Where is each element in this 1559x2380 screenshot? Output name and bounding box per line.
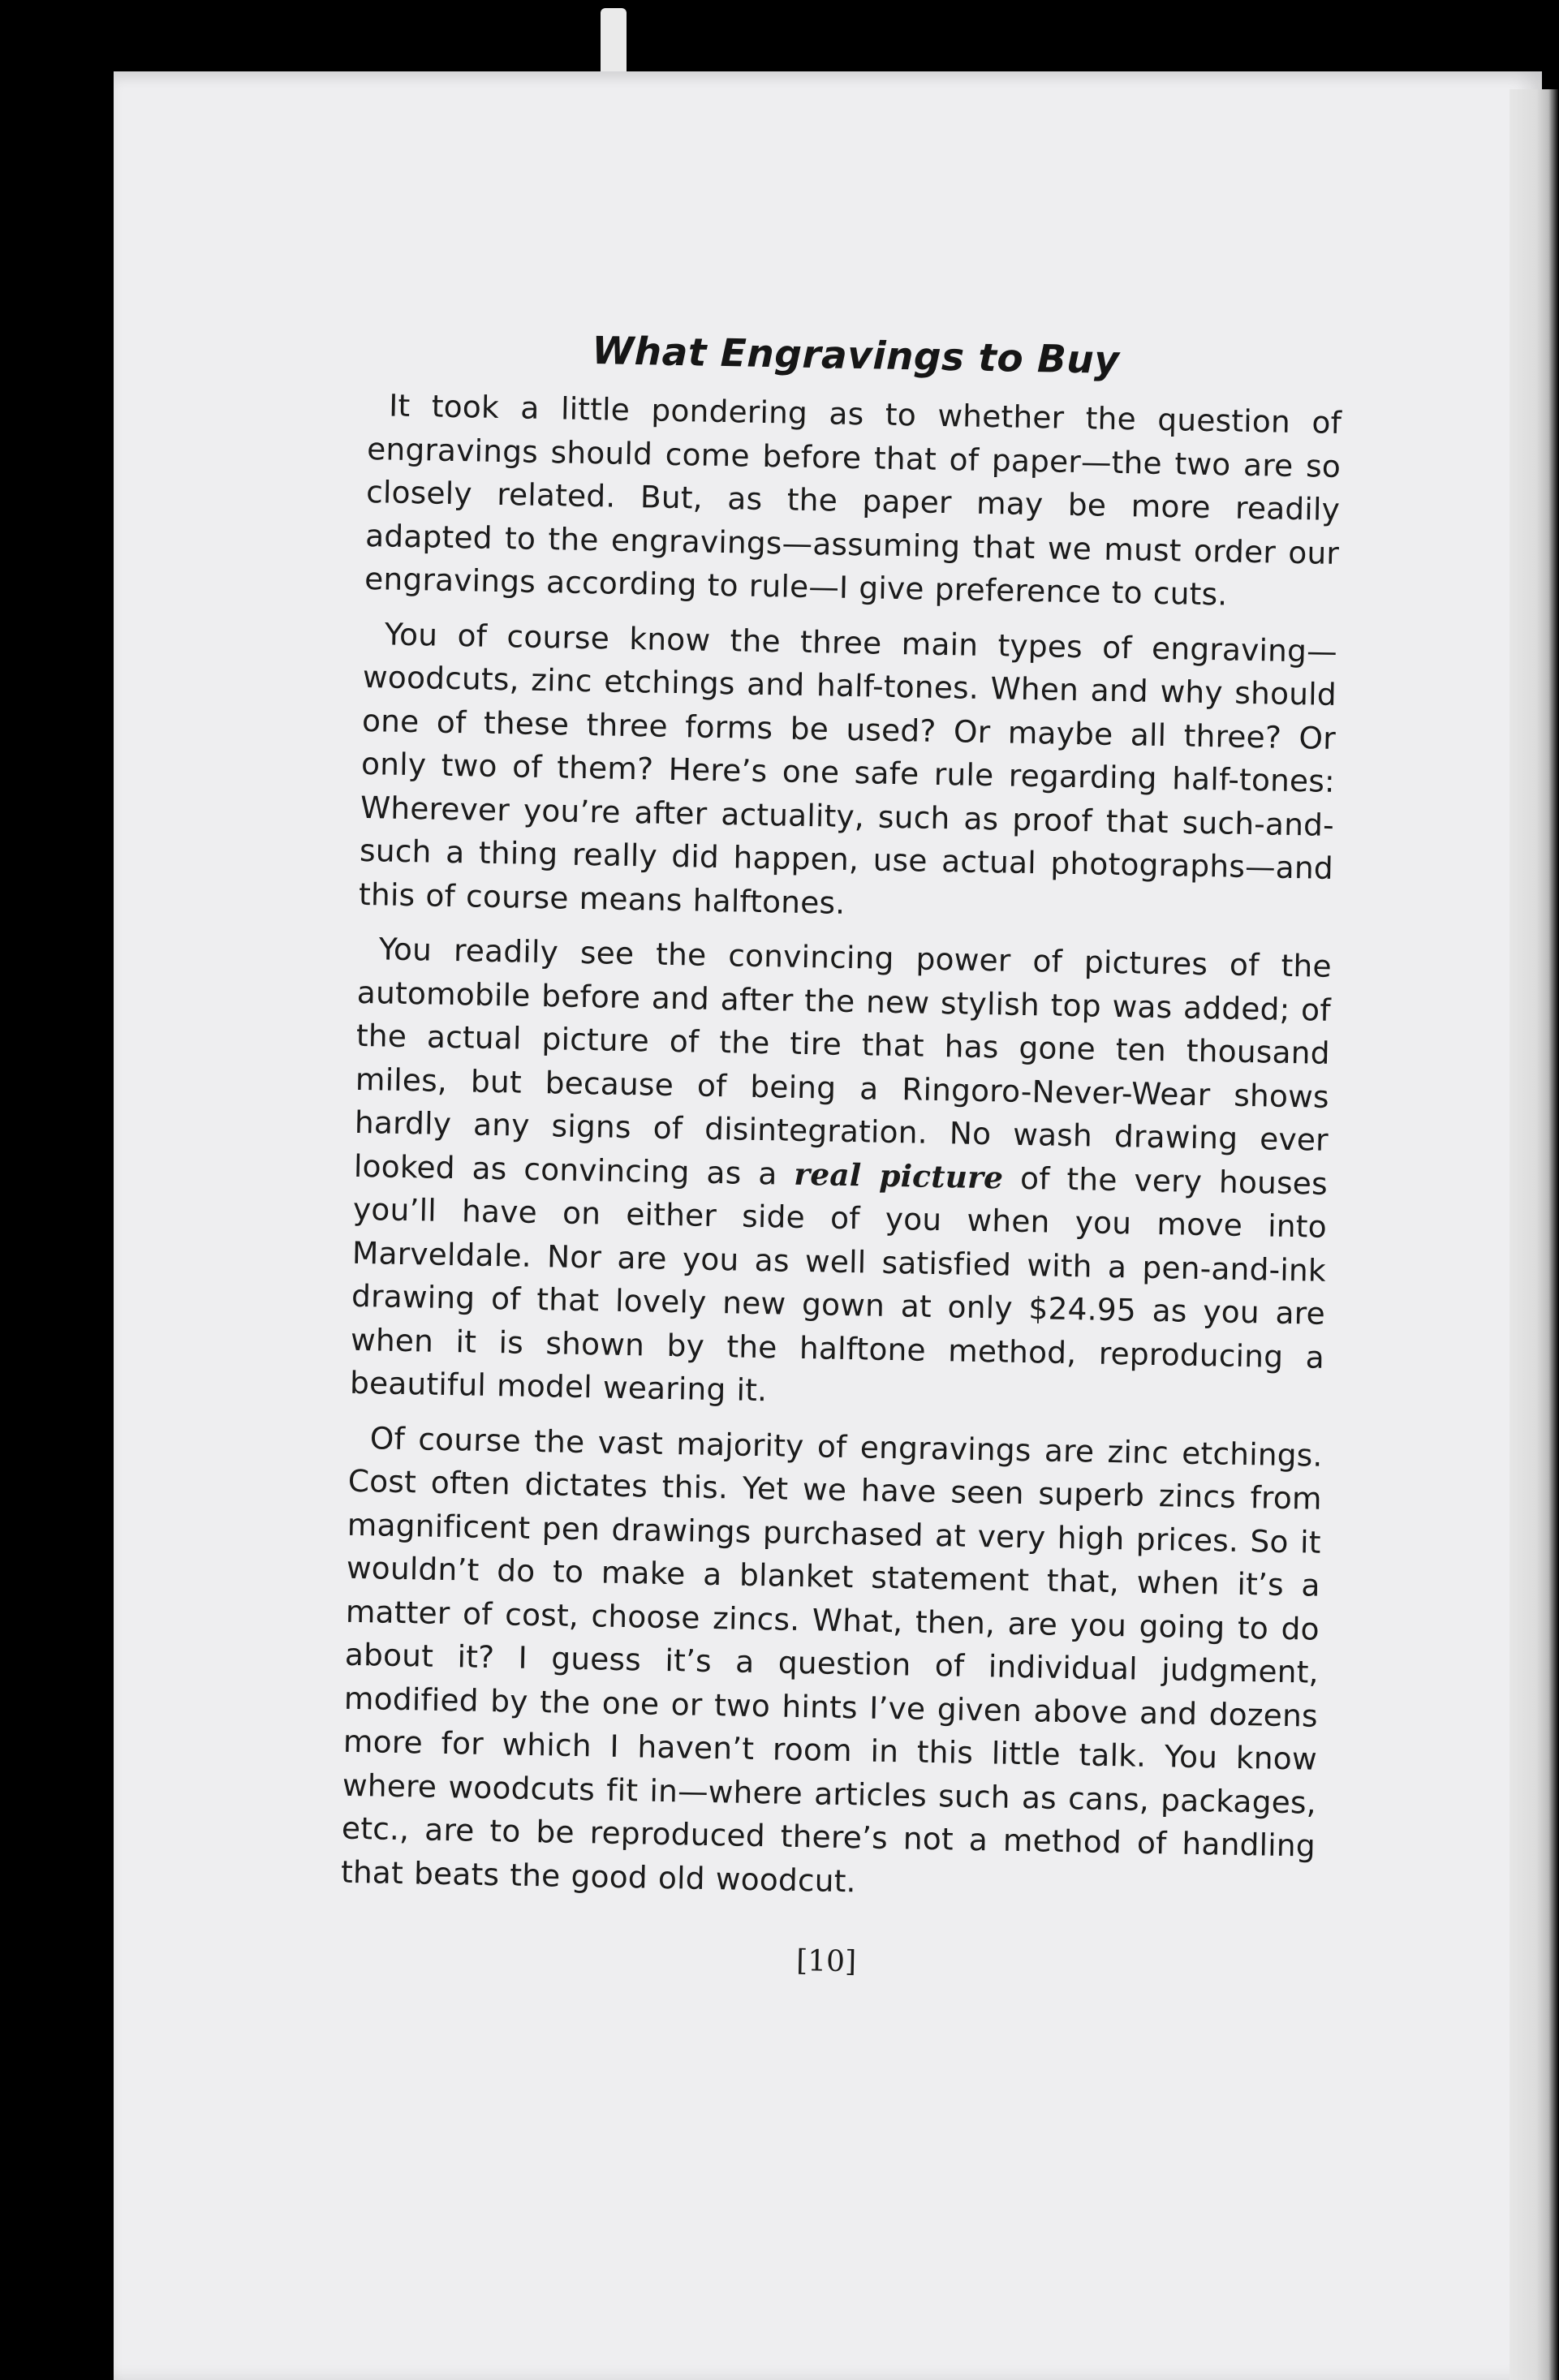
paragraph-text: You readily see the convincing power of pictures of the automobile before and after the new stylish top was added; of the actual picture of the tire that has gone ten thousand miles, but because of being a Ringoro-Never-Wear shows hardly any signs of disintegration. No wash drawing ever looked as convincing as a — [353, 931, 1333, 1192]
paragraph-text: Of course the vast majority of engravings are zinc etchings. Cost often dictates this. Yet we have seen superb zincs from magnificent pen drawings purchased at very high prices. So it wouldn’t do to make a blanket statement that, when it’s a matter of cost, choose zincs. What, then, are you going to do about it? I guess it’s a question of individual judgment, modified by the one or two hints I’ve given above and dozens more for which I haven’t room in this little talk. You know where woodcuts fit in—where articles such as cans, packages, etc., are to be reproduced there’s not a method of handling that beats the good old woodcut. — [340, 1419, 1324, 1899]
paragraph-text: It took a little pondering as to whether the question of engravings should come before that of paper—the two are so closely related. But, as the paper may be more readily adapted to the engravings—assuming that we must order our engravings according to rule—I give preference to cuts. — [364, 387, 1342, 613]
paragraph-text: of the very houses you’ll have on either side of you when you move into Marveldale. Nor are you as well satisfied with a pen-and-ink drawing of that lovely new gown at only $24.95 as you are when it is shown by the halftone method, reproducing a beautiful model wearing it. — [349, 1159, 1329, 1409]
page-content — [339, 325, 1343, 1987]
body-paragraph — [359, 612, 1338, 933]
body-paragraph — [364, 384, 1342, 618]
chapter-heading: What Engravings to Buy — [591, 329, 1120, 383]
scan-tab-mark — [601, 8, 627, 81]
emphasized-text: real picture — [793, 1156, 1004, 1195]
body-paragraph — [350, 927, 1333, 1422]
page-number: [10] — [795, 1943, 857, 1979]
body-text — [341, 384, 1342, 1912]
body-paragraph — [341, 1416, 1324, 1911]
page-edge-shadow — [1509, 89, 1558, 2380]
paragraph-text: You of course know the three main types of engraving—woodcuts, zinc etchings and half-tones. When and why should one of these three forms be used? Or maybe all three? Or only two of them? Here’s one safe rule regarding half-tones: Wherever you’re after actuality, such as proof that such-and-such a thing really did happen, use actual photographs—and this of course means halftones. — [358, 615, 1338, 921]
